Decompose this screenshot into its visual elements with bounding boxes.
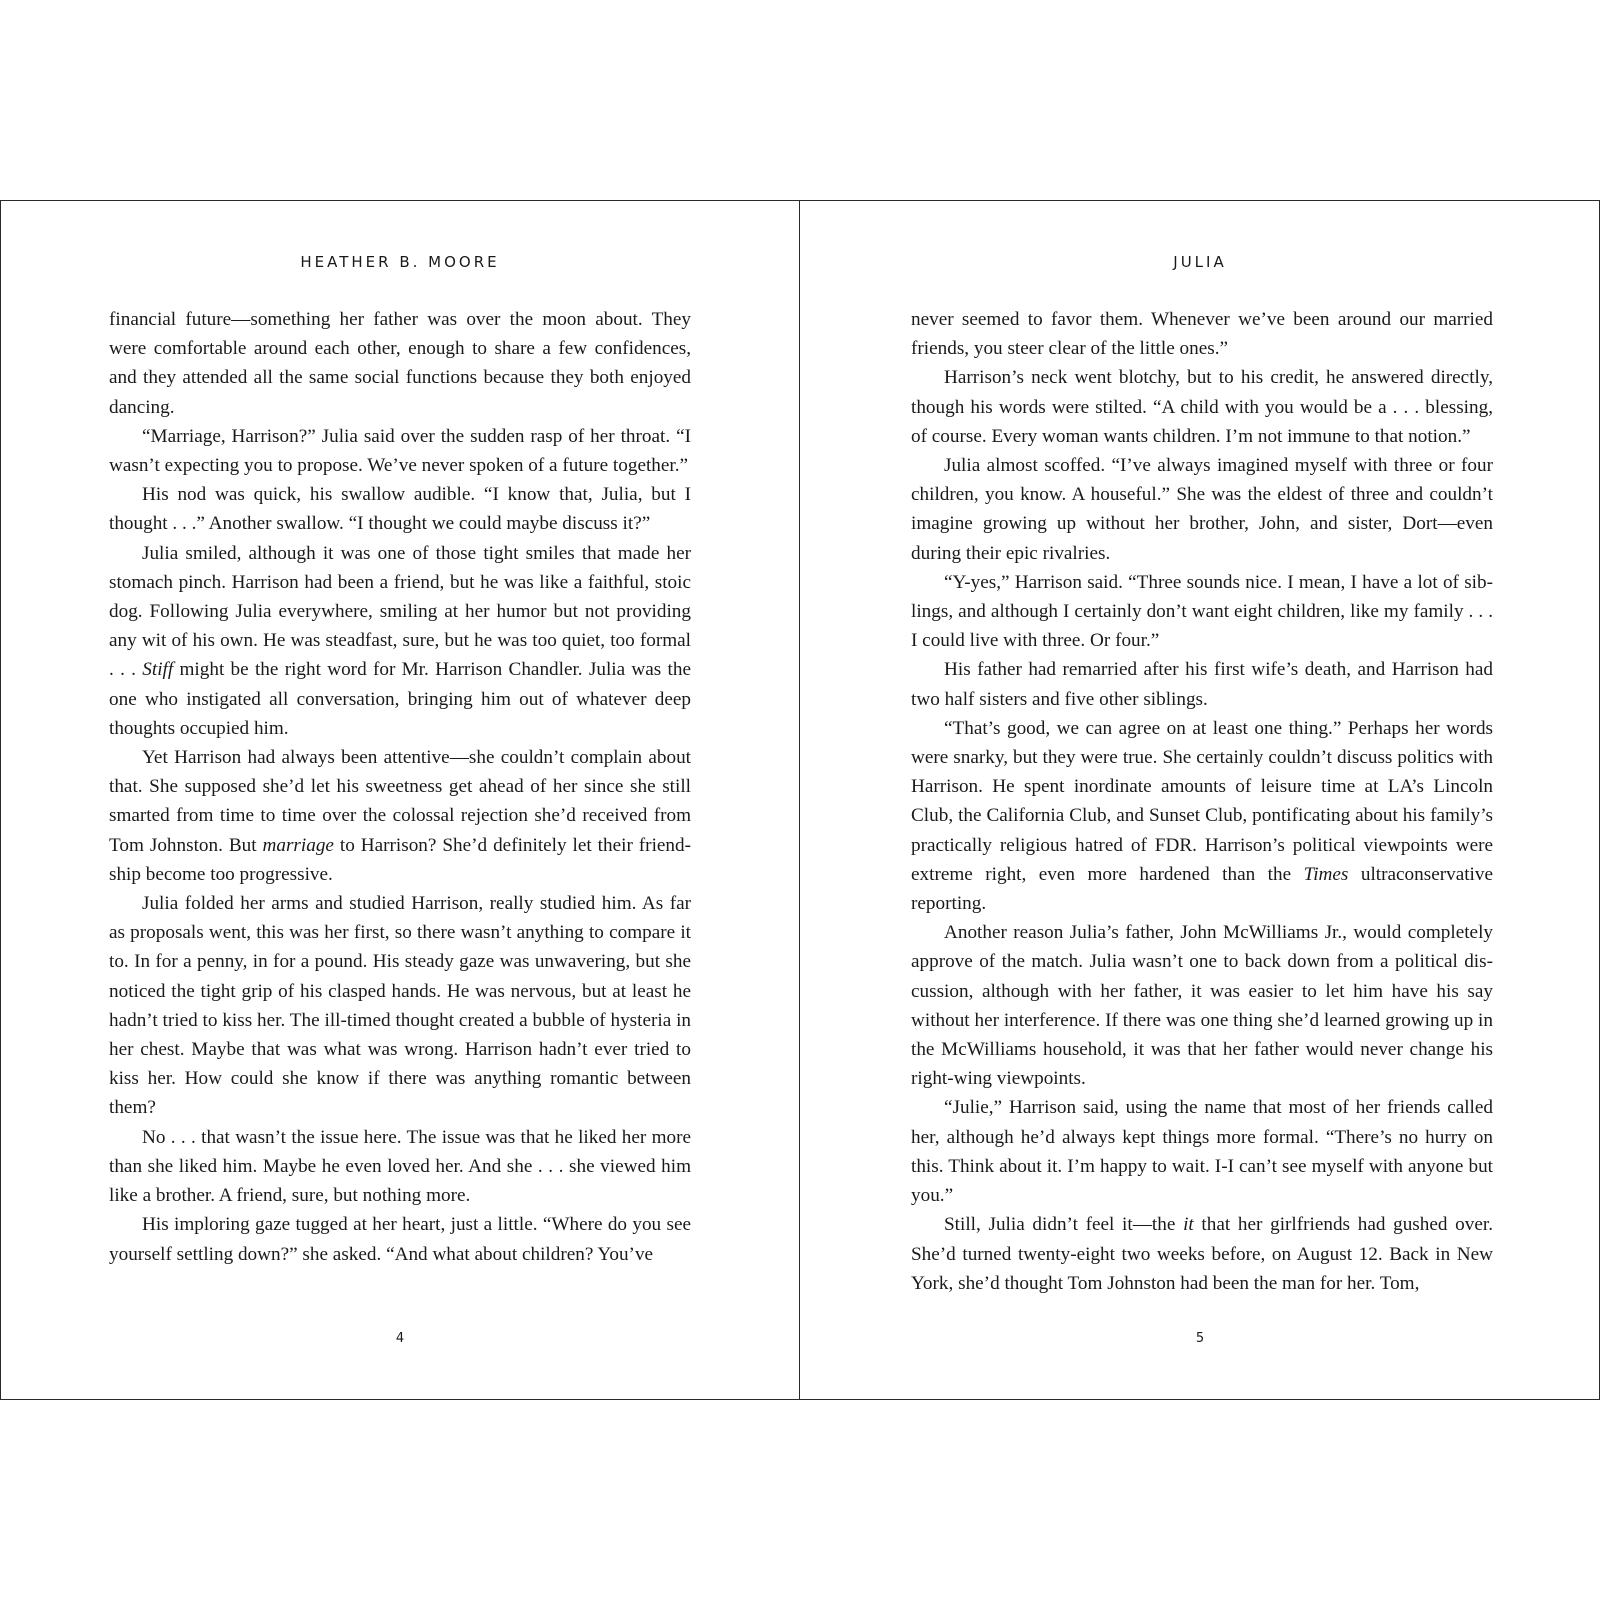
paragraph: “That’s good, we can agree on at least one thing.” Perhaps her words were snarky, but they were true. She certainly couldn’t discuss politics with Harrison. He spent inordinate amounts of leisure time at LA’s Lincoln Club, the California Club, and Sunset Club, pontificating about his family’s practically religious hatred of FDR. Harrison’s political viewpoints were extreme right, even more hardened than the Times ultraconservative reporting. [911,717,1493,915]
book-spread [0,200,1600,1400]
running-head-title: JULIA [1173,253,1227,271]
paragraph: “Julie,” Harrison said, using the name that most of her friends called her, although he’d always kept things more formal. “There’s no hurry on this. Think about it. I’m happy to wait. I-I can’t see myself with anyone but you.” [911,1097,1493,1207]
right-page [801,201,1599,1399]
paragraph: His father had remarried after his first wife’s death, and Harrison had two half sisters and five other siblings. [911,659,1493,710]
italic-text: marriage [262,834,334,856]
italic-text: Times [1303,863,1349,885]
paragraph: Harrison’s neck went blotchy, but to his credit, he answered directly, though his words were stilted. “A child with you would be a . . . blessing, of course. Every woman wants children. I’m not immune to that notion.” [911,367,1493,447]
running-head-author: HEATHER B. MOORE [300,253,500,271]
italic-text: it [1183,1214,1194,1236]
paragraph: Julia smiled, although it was one of those tight smiles that made her stomach pinch. Harrison had been a friend, but he was like a faithful, stoic dog. Following Julia everywhere, smiling at her humor but not providing any wit of his own. He was steadfast, sure, but he was too quiet, too formal . . . Stiff might be the right word for Mr. Harrison Chandler. Julia was the one who instigated all conversation, bringing him out of whatever deep thoughts occupied him. [109,542,692,739]
paragraph: “Y-yes,” Harrison said. “Three sounds nice. I mean, I have a lot of siblings, and although I certainly don’t want eight children, like my family . . . I could live with three. Or four.” [911,571,1493,652]
paragraph: Another reason Julia’s father, John McWilliams Jr., would completely approve of the match. Julia wasn’t one to back down from a political discussion, although with her father, it was easier to let him have his say without her interference. If there was one thing she’d learned growing up in the McWilliams household, it was that her father would never change his right-wing viewpoints. [911,922,1493,1090]
page-number: 5 [1195,1331,1205,1346]
paragraph: never seemed to favor them. Whenever we’ve been around our married friends, you steer clear of the little ones.” [911,309,1493,360]
paragraph: Julia folded her arms and studied Harrison, really studied him. As far as proposals went, this was her first, so there wasn’t anything to compare it to. In for a penny, in for a pound. His steady gaze was unwavering, but she noticed the tight grip of his clasped hands. He was nervous, but at least he hadn’t tried to kiss her. The ill-timed thought created a bubble of hysteria in her chest. Maybe that was what was wrong. Harrison hadn’t ever tried to kiss her. How could she know if there was anything romantic between them? [109,893,691,1119]
paragraph: Julia almost scoffed. “I’ve always imagined myself with three or four children, you know. A houseful.” She was the eldest of three and couldn’t imagine growing up without her brother, John, and sister, Dort—even during their epic rivalries. [911,455,1493,564]
body-text [911,305,1493,1298]
body-text [109,305,691,1269]
paragraph: No . . . that wasn’t the issue here. The issue was that he liked her more than she liked him. Maybe he even loved her. And she . . . she viewed him like a brother. A friend, sure, but nothing more. [109,1126,691,1207]
paragraph: “Marriage, Harrison?” Julia said over the sudden rasp of her throat. “I wasn’t expecting you to propose. We’ve never spoken of a future together.” [109,425,691,477]
left-page [1,201,800,1399]
italic-text: Stiff [142,659,174,681]
paragraph: His imploring gaze tugged at her heart, just a little. “Where do you see yourself settling down?” she asked. “And what about children? You’ve [109,1214,691,1265]
page-number: 4 [395,1331,405,1346]
paragraph: Yet Harrison had always been attentive—she couldn’t complain about that. She supposed she’d let his sweetness get ahead of her since she still smarted from time to time over the colossal rejection she’d received from Tom Johnston. But marriage to Harrison? She’d definitely let their friendship become too progressive. [109,747,692,885]
paragraph: His nod was quick, his swallow audible. “I know that, Julia, but I thought . . .” Another swallow. “I thought we could maybe discuss it?” [109,484,691,535]
paragraph: Still, Julia didn’t feel it—the it that her girlfriends had gushed over. She’d turned twenty-eight two weeks before, on August 12. Back in New York, she’d thought Tom Johnston had been the man for her. Tom, [911,1214,1494,1294]
paragraph: financial future—something her father was over the moon about. They were comfortable around each other, enough to share a few confidences, and they attended all the same social functions because they both enjoyed dancing. [109,309,691,418]
